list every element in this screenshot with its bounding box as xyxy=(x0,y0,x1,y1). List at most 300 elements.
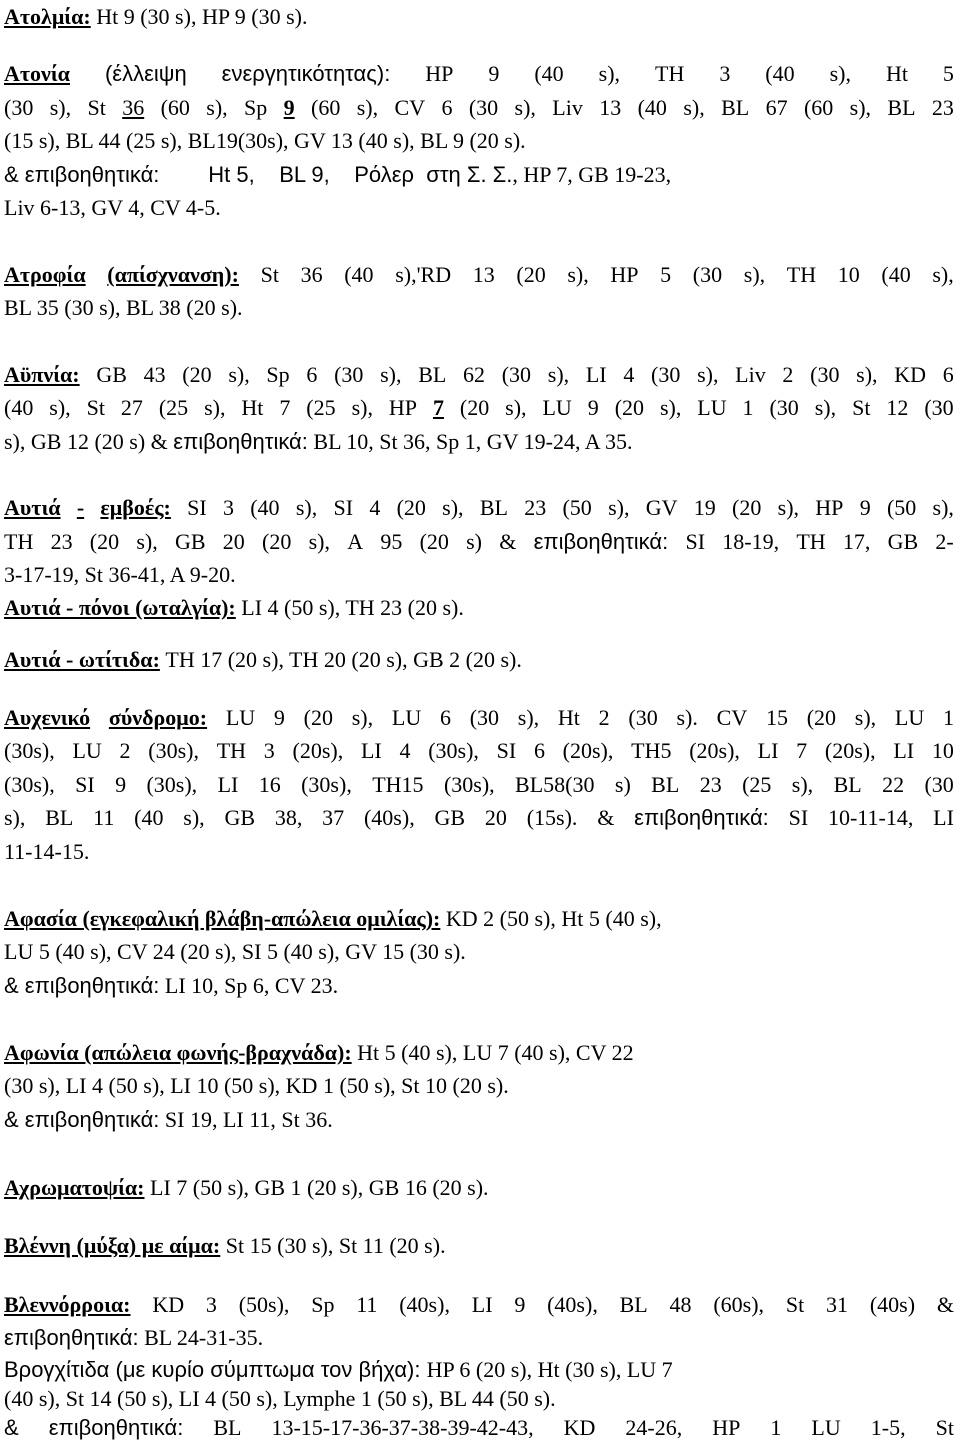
line-segment: (60 xyxy=(311,95,341,120)
line-segment: HP xyxy=(388,395,418,420)
line-segment: 7 xyxy=(796,738,808,763)
line-segment: LU xyxy=(894,705,925,730)
line-segment: (20 xyxy=(459,395,490,420)
line-segment: KD xyxy=(152,1292,185,1317)
line-segment: BL xyxy=(833,772,862,797)
line-segment: 62 xyxy=(463,362,486,387)
line-segment: 3 xyxy=(263,738,275,763)
line-segment: (30 xyxy=(769,395,799,420)
line-segment: GV xyxy=(645,495,678,520)
text-line xyxy=(4,427,632,457)
line-segment: SI xyxy=(187,495,207,520)
text-line xyxy=(4,126,526,156)
line-segment: 31 xyxy=(826,1292,849,1317)
text-line xyxy=(4,560,236,590)
line-segment: Sp xyxy=(311,1292,335,1317)
line-segment: (30 xyxy=(468,95,499,120)
line-segment: (20s), xyxy=(689,738,740,763)
line-segment: 23 xyxy=(931,95,954,120)
line-segment: 95 xyxy=(380,529,403,554)
entry-term: Βλέννη (μύξα) με αίμα: xyxy=(4,1233,221,1258)
line-segment: 5 xyxy=(942,61,954,86)
line-segment: Ht xyxy=(241,395,264,420)
line-segment: 12 xyxy=(886,395,909,420)
text-line xyxy=(4,904,662,934)
line-segment: s) xyxy=(466,529,483,554)
line-segment: SI xyxy=(788,805,809,830)
line-segment: TH xyxy=(796,529,826,554)
line-segment: (30 xyxy=(810,362,840,387)
line-segment: SI xyxy=(75,772,95,797)
line-segment: GB xyxy=(224,805,256,830)
line-segment: 7 xyxy=(432,395,444,420)
line-segment: KD xyxy=(563,1415,596,1440)
line-segment: St 15 (30 s), St 11 (20 s). xyxy=(220,1233,446,1258)
line-segment: SI xyxy=(496,738,517,763)
line-segment: 24-26, xyxy=(625,1415,683,1440)
line-segment: ενεργητικότητας): xyxy=(221,61,391,86)
line-segment: 4 xyxy=(369,495,381,520)
line-segment: LI 4 (50 s), TH 23 (20 s). xyxy=(235,595,464,620)
line-segment: επιβοηθητικά: xyxy=(533,529,669,554)
line-segment: s), xyxy=(4,805,26,830)
line-segment: (40 xyxy=(344,262,374,287)
line-segment: (40s), xyxy=(547,1292,598,1317)
line-segment: s), xyxy=(514,95,536,120)
line-segment: (40s) xyxy=(869,1292,916,1317)
line-segment: Liv xyxy=(735,362,766,387)
line-segment: 9 xyxy=(587,395,599,420)
line-segment: s), xyxy=(505,395,527,420)
line-segment: GB xyxy=(174,529,206,554)
line-segment: s), xyxy=(814,395,837,420)
line-segment: (40 xyxy=(134,805,164,830)
entry-term: εμβοές: xyxy=(100,495,171,520)
text-line xyxy=(4,260,954,290)
text-line xyxy=(4,1355,673,1385)
line-segment: BL xyxy=(887,95,916,120)
line-segment: 23 xyxy=(524,495,547,520)
line-segment: St xyxy=(852,395,871,420)
line-segment: BL xyxy=(651,772,680,797)
text-line xyxy=(4,1413,954,1443)
line-segment: s), xyxy=(351,705,374,730)
line-segment: (40 s), St 14 (50 s), LI 4 (50 s), Lymphe 1 (50 s), BL 44 (50 s). xyxy=(4,1386,556,1411)
line-segment: s), xyxy=(136,529,158,554)
entry-term: Αϋπνία: xyxy=(4,362,80,387)
line-segment: 11 xyxy=(356,1292,378,1317)
text-line xyxy=(4,1038,634,1068)
text-line xyxy=(4,1173,489,1203)
line-segment: (30s), xyxy=(443,772,495,797)
line-segment: LI xyxy=(471,1292,493,1317)
line-segment: s), xyxy=(442,495,464,520)
line-segment: (20 xyxy=(516,262,546,287)
line-segment: 7 xyxy=(279,395,291,420)
line-segment: GB xyxy=(96,362,127,387)
line-segment: 1 xyxy=(943,705,954,730)
line-segment: (40 xyxy=(250,495,280,520)
line-segment: BL 24-31-35. xyxy=(138,1325,264,1350)
line-segment: Ht 5 (40 s), LU 7 (40 s), CV 22 xyxy=(351,1040,634,1065)
line-segment: (30 xyxy=(924,772,954,797)
line-segment: 13 xyxy=(599,95,622,120)
line-segment: s), xyxy=(295,495,318,520)
text-line xyxy=(4,493,954,523)
entry-term: (απίσχνανση): xyxy=(107,262,239,287)
line-segment: 67 xyxy=(765,95,788,120)
line-segment: & xyxy=(499,529,517,554)
line-segment: (30s), xyxy=(4,738,55,763)
line-segment: s), xyxy=(743,262,766,287)
line-segment: LI xyxy=(217,772,239,797)
line-segment: GB xyxy=(887,529,919,554)
line-segment: s), xyxy=(547,362,570,387)
line-segment: 18-19, xyxy=(722,529,780,554)
line-segment: CV xyxy=(716,705,748,730)
line-segment: 38, xyxy=(274,805,303,830)
text-line xyxy=(4,703,954,733)
line-segment: St xyxy=(87,95,106,120)
line-segment: BL xyxy=(45,805,74,830)
text-line xyxy=(4,971,338,1001)
line-segment: KD 2 (50 s), Ht 5 (40 s), xyxy=(440,906,662,931)
line-segment: (30 xyxy=(501,362,532,387)
text-line xyxy=(4,736,954,766)
line-segment: 9 xyxy=(283,95,295,120)
line-segment: 36 xyxy=(122,95,145,120)
line-segment: (20 xyxy=(396,495,426,520)
line-segment: (30 s), LI 4 (50 s), LI 10 (50 s), KD 1 (50 s), St 10 (20 s). xyxy=(4,1073,509,1098)
line-segment: 1-5, xyxy=(870,1415,906,1440)
line-segment: s), xyxy=(777,495,800,520)
line-segment: 11 xyxy=(93,805,115,830)
line-segment: (40s), xyxy=(363,805,415,830)
line-segment: 3 xyxy=(719,61,731,86)
line-segment: s), xyxy=(204,395,226,420)
entry-term: Αχρωματοψία: xyxy=(4,1175,145,1200)
line-segment: s), xyxy=(608,495,630,520)
line-segment: (20 xyxy=(614,395,645,420)
line-segment: TH 17 (20 s), TH 20 (20 s), GB 2 (20 s). xyxy=(159,647,522,672)
text-line xyxy=(4,2,307,32)
line-segment: (30s), xyxy=(4,772,55,797)
entry-term: Αυτιά - ωτίτιδα: xyxy=(4,647,160,672)
line-segment: St xyxy=(86,395,105,420)
line-segment: s) xyxy=(614,772,631,797)
line-segment: s), xyxy=(206,95,228,120)
line-segment: HP xyxy=(815,495,844,520)
line-segment: (40 xyxy=(4,395,34,420)
line-segment: Ht 9 (30 s), HP 9 (30 s). xyxy=(90,4,308,29)
line-segment: LI 10, Sp 6, CV 23. xyxy=(159,973,339,998)
line-segment: 6 xyxy=(306,362,318,387)
line-segment: (30s), xyxy=(146,772,198,797)
line-segment: (30s), xyxy=(148,738,199,763)
line-segment: LI xyxy=(585,362,607,387)
line-segment: LI xyxy=(933,805,954,830)
line-segment: TH xyxy=(786,262,817,287)
line-segment: 6 xyxy=(441,95,453,120)
line-segment: (30 xyxy=(4,95,34,120)
line-segment: 9 xyxy=(488,61,500,86)
line-segment: s), xyxy=(598,61,621,86)
entry-term: - xyxy=(76,495,85,520)
line-segment: 1 xyxy=(742,395,754,420)
line-segment: s), xyxy=(697,362,719,387)
line-segment: (15 s), BL 44 (25 s), BL19(30s), GV 13 (40 s), BL 9 (20 s). xyxy=(4,128,526,153)
line-segment: 6 xyxy=(439,705,451,730)
entry-term: σύνδρομο: xyxy=(108,705,208,730)
line-segment: (30 xyxy=(924,395,954,420)
line-segment: (έλλειψη xyxy=(104,61,187,86)
line-segment: HP xyxy=(425,61,454,86)
text-line xyxy=(4,160,671,190)
line-segment: 10 xyxy=(837,262,860,287)
line-segment: LU xyxy=(391,705,422,730)
line-segment: (20 xyxy=(89,529,120,554)
line-segment: s), xyxy=(856,362,878,387)
line-segment: 10 xyxy=(931,738,954,763)
line-segment: 13-15-17-36-37-38-39-42-43, xyxy=(271,1415,534,1440)
entry-term: Βλεννόρροια: xyxy=(4,1292,131,1317)
line-segment: TH xyxy=(216,738,247,763)
line-segment: 23 xyxy=(699,772,722,797)
line-segment: 13 xyxy=(472,262,495,287)
line-segment: LU xyxy=(697,395,727,420)
text-line xyxy=(4,93,954,123)
line-segment: 6 xyxy=(533,738,545,763)
line-segment: SI 19, LI 11, St 36. xyxy=(159,1107,333,1132)
line-segment: (50 xyxy=(886,495,917,520)
line-segment: (40 xyxy=(534,61,564,86)
text-line xyxy=(4,1384,556,1414)
entry-term: Ατονία xyxy=(4,61,70,86)
line-segment: BL xyxy=(418,362,447,387)
line-segment: s), xyxy=(49,395,71,420)
text-line xyxy=(4,293,243,323)
line-segment: Βρογχίτιδα (με κυρίο σύμπτωμα τον βήχα): xyxy=(4,1357,427,1382)
line-segment: (50s), xyxy=(238,1292,290,1317)
line-segment: s), xyxy=(380,362,402,387)
entry-term: Αφασία (εγκεφαλική βλάβη-απώλεια ομιλίας): xyxy=(4,906,441,931)
line-segment: (20s), xyxy=(562,738,614,763)
line-segment: s), xyxy=(829,61,851,86)
text-line xyxy=(4,1323,263,1353)
line-segment: (30 xyxy=(692,262,723,287)
line-segment: 5 xyxy=(660,262,672,287)
line-segment: TH5 xyxy=(631,738,672,763)
line-segment: 19 xyxy=(693,495,716,520)
line-segment: s), xyxy=(49,95,72,120)
line-segment: επιβοηθητικά: xyxy=(634,805,769,830)
line-segment: LU xyxy=(225,705,256,730)
line-segment: Sp xyxy=(266,362,290,387)
line-segment: 9 xyxy=(514,1292,526,1317)
line-segment: 4 xyxy=(623,362,635,387)
line-segment: s). xyxy=(676,705,698,730)
text-line xyxy=(4,837,89,867)
line-segment: s), xyxy=(854,705,877,730)
line-segment: 4 xyxy=(399,738,411,763)
line-segment: s), xyxy=(791,772,814,797)
line-segment: s),'RD xyxy=(395,262,452,287)
line-segment: (30 xyxy=(651,362,681,387)
line-segment: (60s), xyxy=(713,1292,765,1317)
line-segment: s), GB 12 (20 s) & xyxy=(4,429,174,454)
line-segment: (20 xyxy=(262,529,292,554)
line-segment: St xyxy=(260,262,279,287)
line-segment: 2 xyxy=(598,705,610,730)
line-segment: 20 xyxy=(484,805,507,830)
entry-term: Αφωνία (απώλεια φωνής-βραχνάδα): xyxy=(4,1040,352,1065)
line-segment: s), xyxy=(308,529,330,554)
line-segment: 22 xyxy=(882,772,905,797)
text-line xyxy=(4,360,954,390)
text-line xyxy=(4,1231,446,1261)
line-segment: s), xyxy=(932,262,954,287)
line-segment: TH xyxy=(655,61,685,86)
line-segment: TH15 xyxy=(372,772,424,797)
text-line xyxy=(4,393,954,423)
line-segment: (30s), xyxy=(301,772,352,797)
line-segment: 43 xyxy=(143,362,166,387)
line-segment: 10-11-14, xyxy=(827,805,914,830)
entry-term: Αυτιά - πόνοι (ωταλγία): xyxy=(4,595,236,620)
line-segment: & επιβοηθητικά: xyxy=(4,973,160,998)
text-line xyxy=(4,193,221,223)
line-segment: LU 5 (40 s), CV 24 (20 s), SI 5 (40 s), GV 15 (30 s). xyxy=(4,939,466,964)
text-line xyxy=(4,593,464,623)
line-segment: CV xyxy=(394,95,426,120)
line-segment: (20s), xyxy=(824,738,876,763)
line-segment: BL xyxy=(479,495,508,520)
line-segment: BL58(30 xyxy=(515,772,595,797)
line-segment: Ht xyxy=(885,61,908,86)
line-segment: BL 35 (30 s), BL 38 (20 s). xyxy=(4,295,243,320)
line-segment: & xyxy=(4,1415,19,1440)
entry-term: Αυχενικό xyxy=(4,705,91,730)
line-segment: s), xyxy=(351,395,373,420)
line-segment: επιβοηθητικά: xyxy=(4,1325,139,1350)
line-segment: 20 xyxy=(222,529,245,554)
line-segment: s), xyxy=(356,95,379,120)
line-segment: TH xyxy=(4,529,34,554)
line-segment: 23 xyxy=(50,529,73,554)
line-segment: 2 xyxy=(782,362,794,387)
line-segment: (15s). xyxy=(526,805,578,830)
line-segment: 3 xyxy=(205,1292,217,1317)
text-line xyxy=(4,527,954,557)
text-line xyxy=(4,937,466,967)
line-segment: LI xyxy=(893,738,915,763)
line-segment: 2 xyxy=(119,738,131,763)
line-segment: (50 xyxy=(562,495,592,520)
entry-term: Ατολμία: xyxy=(4,4,91,29)
line-segment: Ht xyxy=(557,705,580,730)
entry-term: Αυτιά xyxy=(4,495,61,520)
line-segment: St xyxy=(935,1415,954,1440)
line-segment: (40 xyxy=(637,95,667,120)
text-line xyxy=(4,645,522,675)
text-line xyxy=(4,59,954,89)
line-segment: (25 xyxy=(742,772,772,797)
line-segment: Sp xyxy=(244,95,268,120)
line-segment: 15 xyxy=(765,705,788,730)
line-segment: LI xyxy=(757,738,779,763)
line-segment: BL xyxy=(213,1415,242,1440)
line-segment: Liv 6-13, GV 4, CV 4-5. xyxy=(4,195,221,220)
line-segment: St xyxy=(785,1292,805,1317)
line-segment: 9 xyxy=(115,772,127,797)
line-segment: s), xyxy=(932,495,954,520)
line-segment: s), xyxy=(517,705,540,730)
line-segment: 27 xyxy=(120,395,143,420)
line-segment: SI xyxy=(685,529,706,554)
line-segment: LU xyxy=(542,395,572,420)
line-segment: s), xyxy=(567,262,589,287)
entry-term: Ατροφία xyxy=(4,262,86,287)
line-segment: s), xyxy=(183,805,205,830)
line-segment: (30 xyxy=(334,362,364,387)
line-segment: (40 xyxy=(765,61,795,86)
line-segment: (25 xyxy=(306,395,336,420)
line-segment: (20 xyxy=(182,362,212,387)
line-segment: HP xyxy=(610,262,639,287)
text-line xyxy=(4,803,954,833)
line-segment: (40 xyxy=(881,262,911,287)
line-segment: (60 xyxy=(803,95,834,120)
line-segment: & επιβοηθητικά: Ht 5, BL 9, Ρόλερ στη Σ. Σ. xyxy=(4,162,513,187)
line-segment: 1 xyxy=(770,1415,782,1440)
line-segment: 9 xyxy=(859,495,871,520)
line-segment: s), xyxy=(659,395,682,420)
text-line xyxy=(4,1290,954,1320)
line-segment: BL xyxy=(721,95,750,120)
line-segment: (30 xyxy=(628,705,658,730)
text-line xyxy=(4,1071,509,1101)
line-segment: HP 6 (20 s), Ht (30 s), LU 7 xyxy=(426,1357,673,1382)
line-segment: (30s), xyxy=(428,738,479,763)
line-segment: 48 xyxy=(669,1292,692,1317)
line-segment: (60 xyxy=(160,95,190,120)
line-segment: & xyxy=(936,1292,954,1317)
line-segment: (20 xyxy=(303,705,333,730)
line-segment: GB xyxy=(434,805,466,830)
line-segment: 36 xyxy=(300,262,323,287)
line-segment: HP xyxy=(712,1415,741,1440)
line-segment: (20s), xyxy=(292,738,344,763)
line-segment: (20 xyxy=(806,705,837,730)
line-segment: A xyxy=(347,529,364,554)
line-segment: s), xyxy=(849,95,872,120)
line-segment: 11-14-15. xyxy=(4,839,90,864)
line-segment: s), xyxy=(228,362,250,387)
line-segment: KD xyxy=(894,362,927,387)
line-segment: (30 xyxy=(469,705,500,730)
line-segment: LU xyxy=(72,738,102,763)
line-segment: 6 xyxy=(942,362,954,387)
line-segment: LU xyxy=(811,1415,841,1440)
line-segment: SI xyxy=(333,495,354,520)
line-segment: 16 xyxy=(258,772,281,797)
line-segment: (20 xyxy=(419,529,449,554)
line-segment: επιβοηθητικά: xyxy=(173,429,308,454)
line-segment: LI 7 (50 s), GB 1 (20 s), GB 16 (20 s). xyxy=(144,1175,489,1200)
line-segment: 17, xyxy=(842,529,871,554)
line-segment: 2- xyxy=(935,529,954,554)
line-segment: (40s), xyxy=(399,1292,450,1317)
